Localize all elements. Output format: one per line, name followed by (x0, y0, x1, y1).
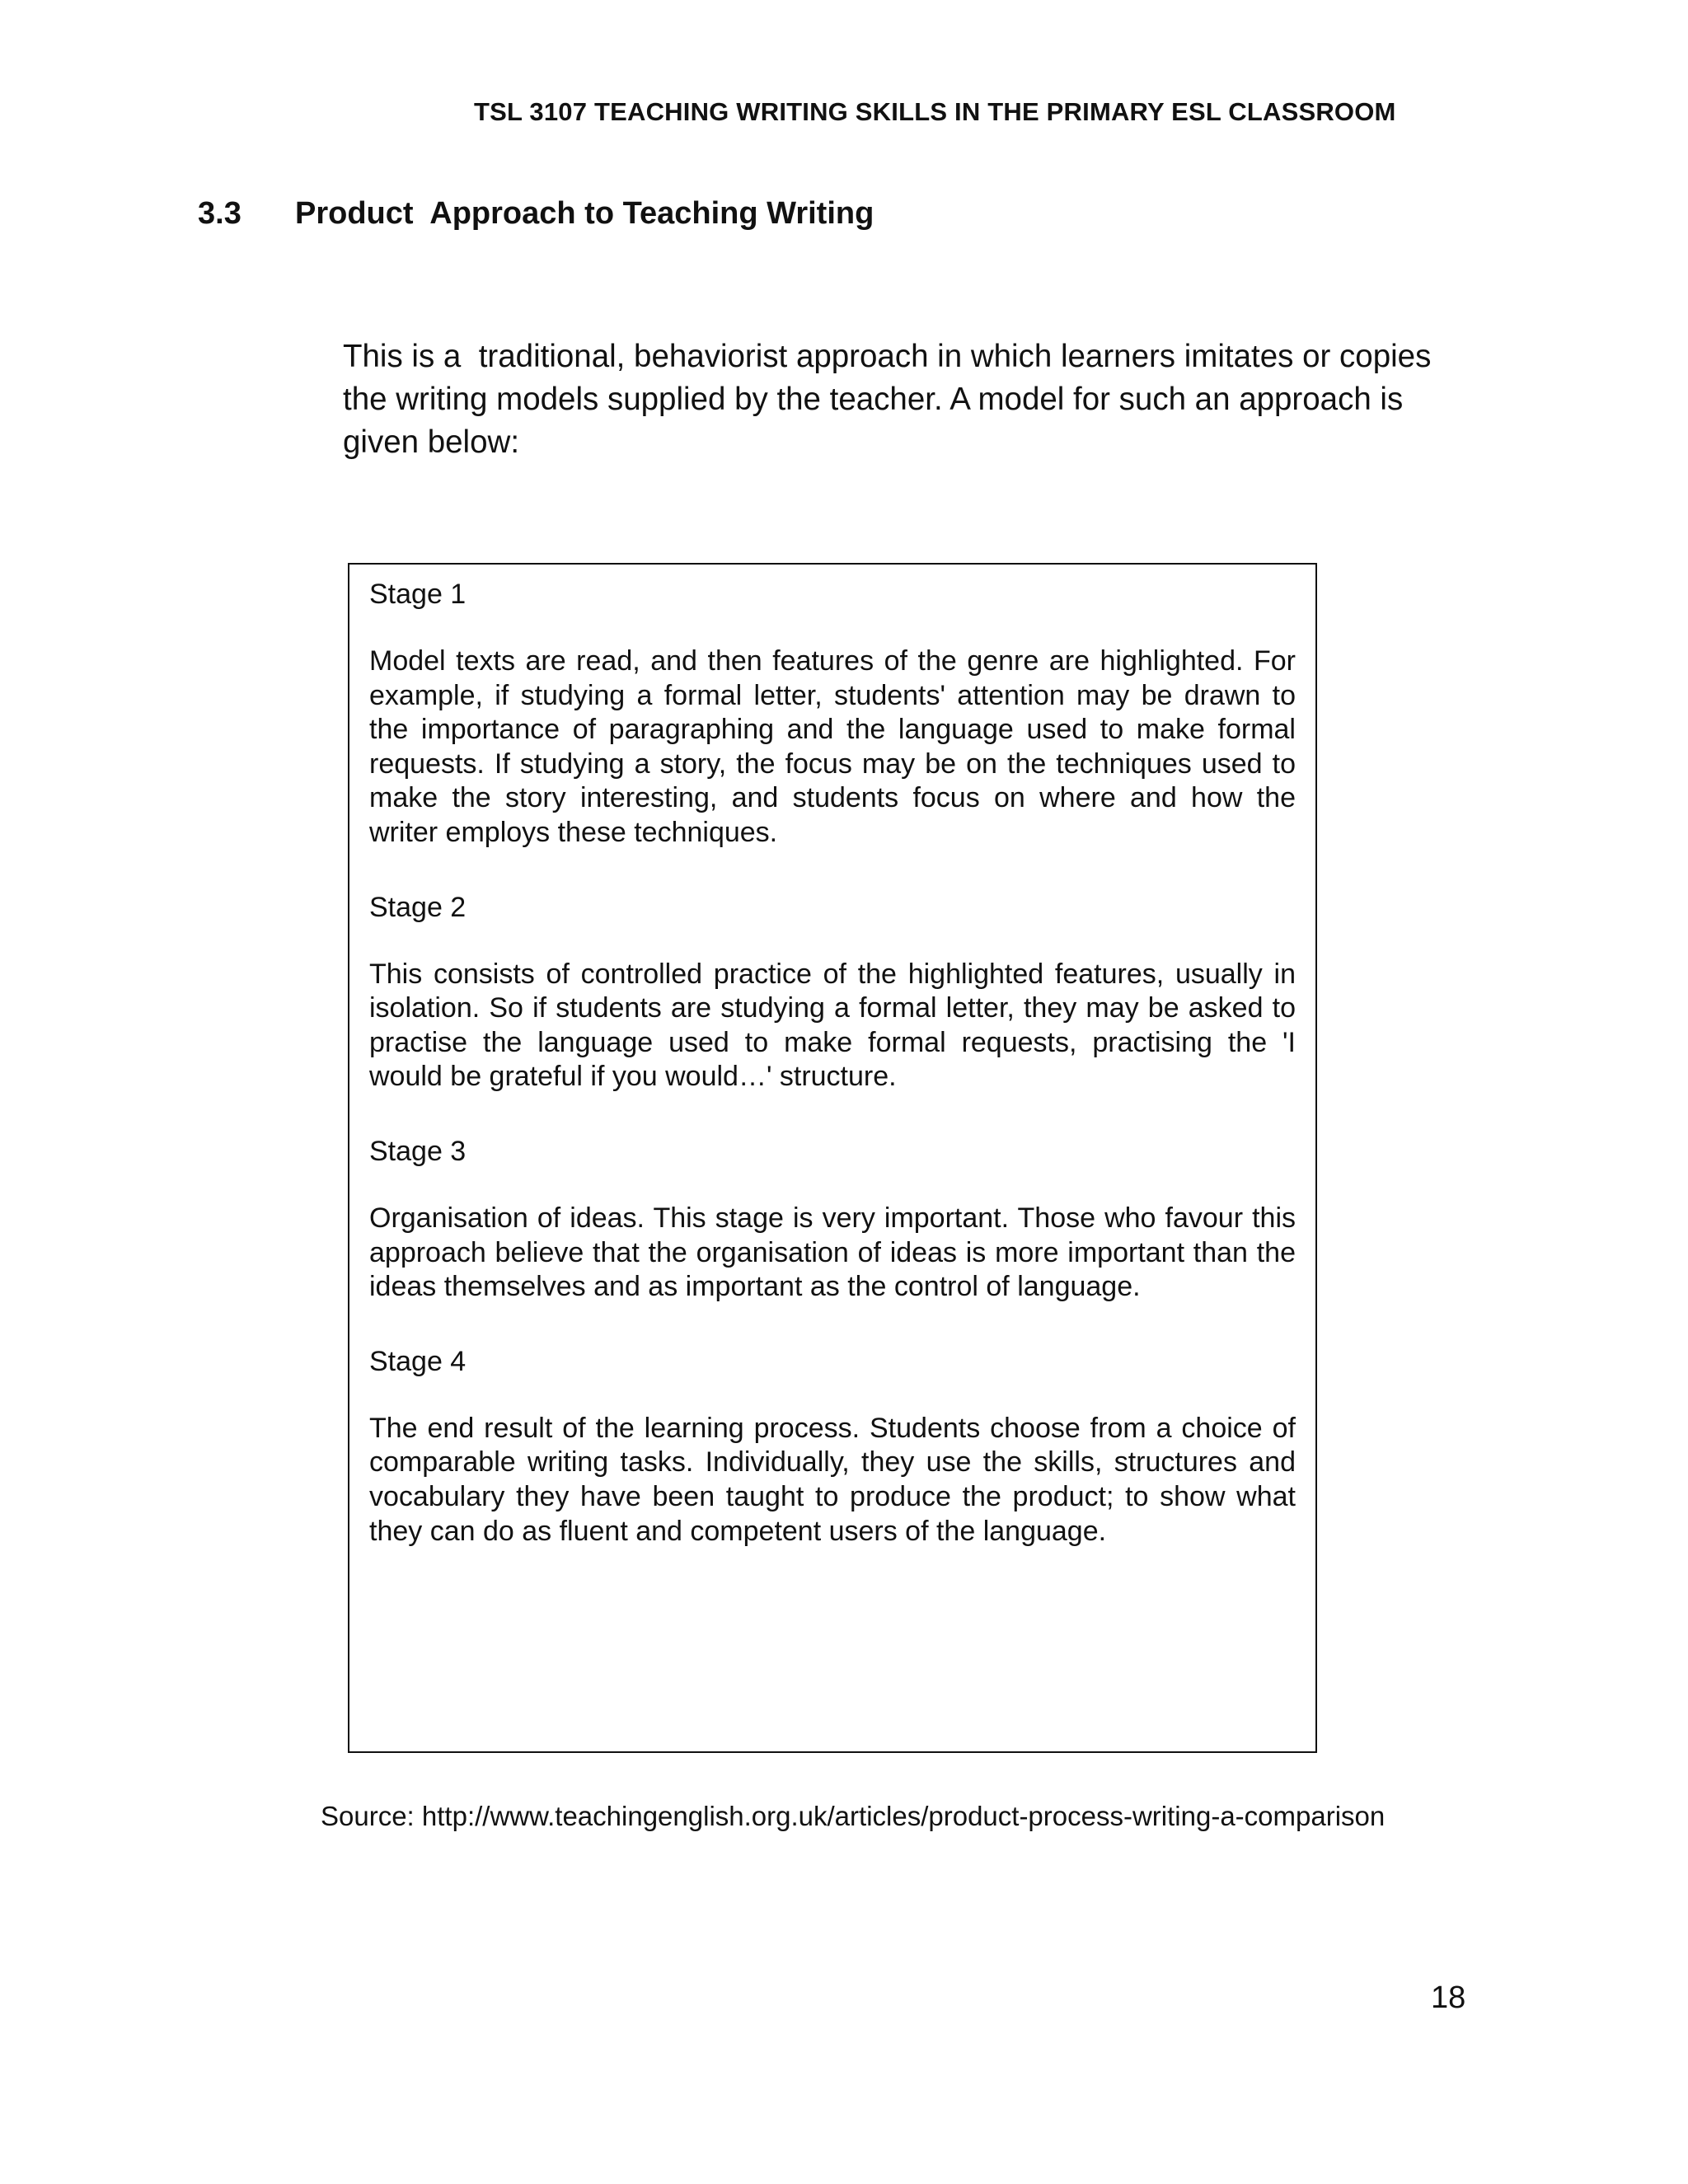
stage-4-text: The end result of the learning process. Students choose from a choice of comparable writing tasks. Individually, they use the skills, structures and vocabulary they have been taught to produce the product; to show what they can do as fluent and competent users of the language. (369, 1412, 1296, 1547)
stage-2-text: This consists of controlled practice of the highlighted features, usually in isolation. So if students are studying a formal letter, they may be asked to practise the language used to make formal requests, practising the 'I would be grateful if you would…' structure. (369, 958, 1296, 1093)
source-citation: Source: http://www.teachingenglish.org.uk/articles/product-process-writing-a-comparison (321, 1801, 1386, 1831)
stage-3 (369, 1134, 1296, 1305)
stage-model-box (348, 563, 1317, 1753)
section-heading (198, 196, 874, 232)
stage-2 (369, 890, 1296, 1094)
intro-paragraph: This is a traditional, behaviorist approach in which learners imitates or copies the writing models supplied by the teacher. A model for such an approach is given below: (343, 339, 1432, 460)
section-number: 3.3 (198, 196, 241, 231)
stage-3-text: Organisation of ideas. This stage is very important. Those who favour this approach believe that the organisation of ideas is more important than the ideas themselves and as important as the control of language. (369, 1202, 1296, 1303)
stage-2-title: Stage 2 (369, 891, 467, 923)
running-header: TSL 3107 TEACHING WRITING SKILLS IN THE PRIMARY ESL CLASSROOM (474, 97, 1396, 126)
section-title: Product Approach to Teaching Writing (295, 196, 874, 231)
stage-4-title: Stage 4 (369, 1345, 467, 1377)
stage-1 (369, 565, 1296, 851)
page-number: 18 (1431, 1980, 1466, 2015)
stage-1-text: Model texts are read, and then features of the genre are highlighted. For example, if studying a formal letter, students' attention may be drawn to the importance of paragraphing and the language used to make formal requests. If studying a story, the focus may be on the techniques used to make the story interesting, and students focus on where and how the writer employs these techniques. (369, 645, 1296, 848)
stage-1-title: Stage 1 (369, 579, 467, 610)
stage-4 (369, 1344, 1296, 1549)
stage-3-title: Stage 3 (369, 1135, 467, 1167)
